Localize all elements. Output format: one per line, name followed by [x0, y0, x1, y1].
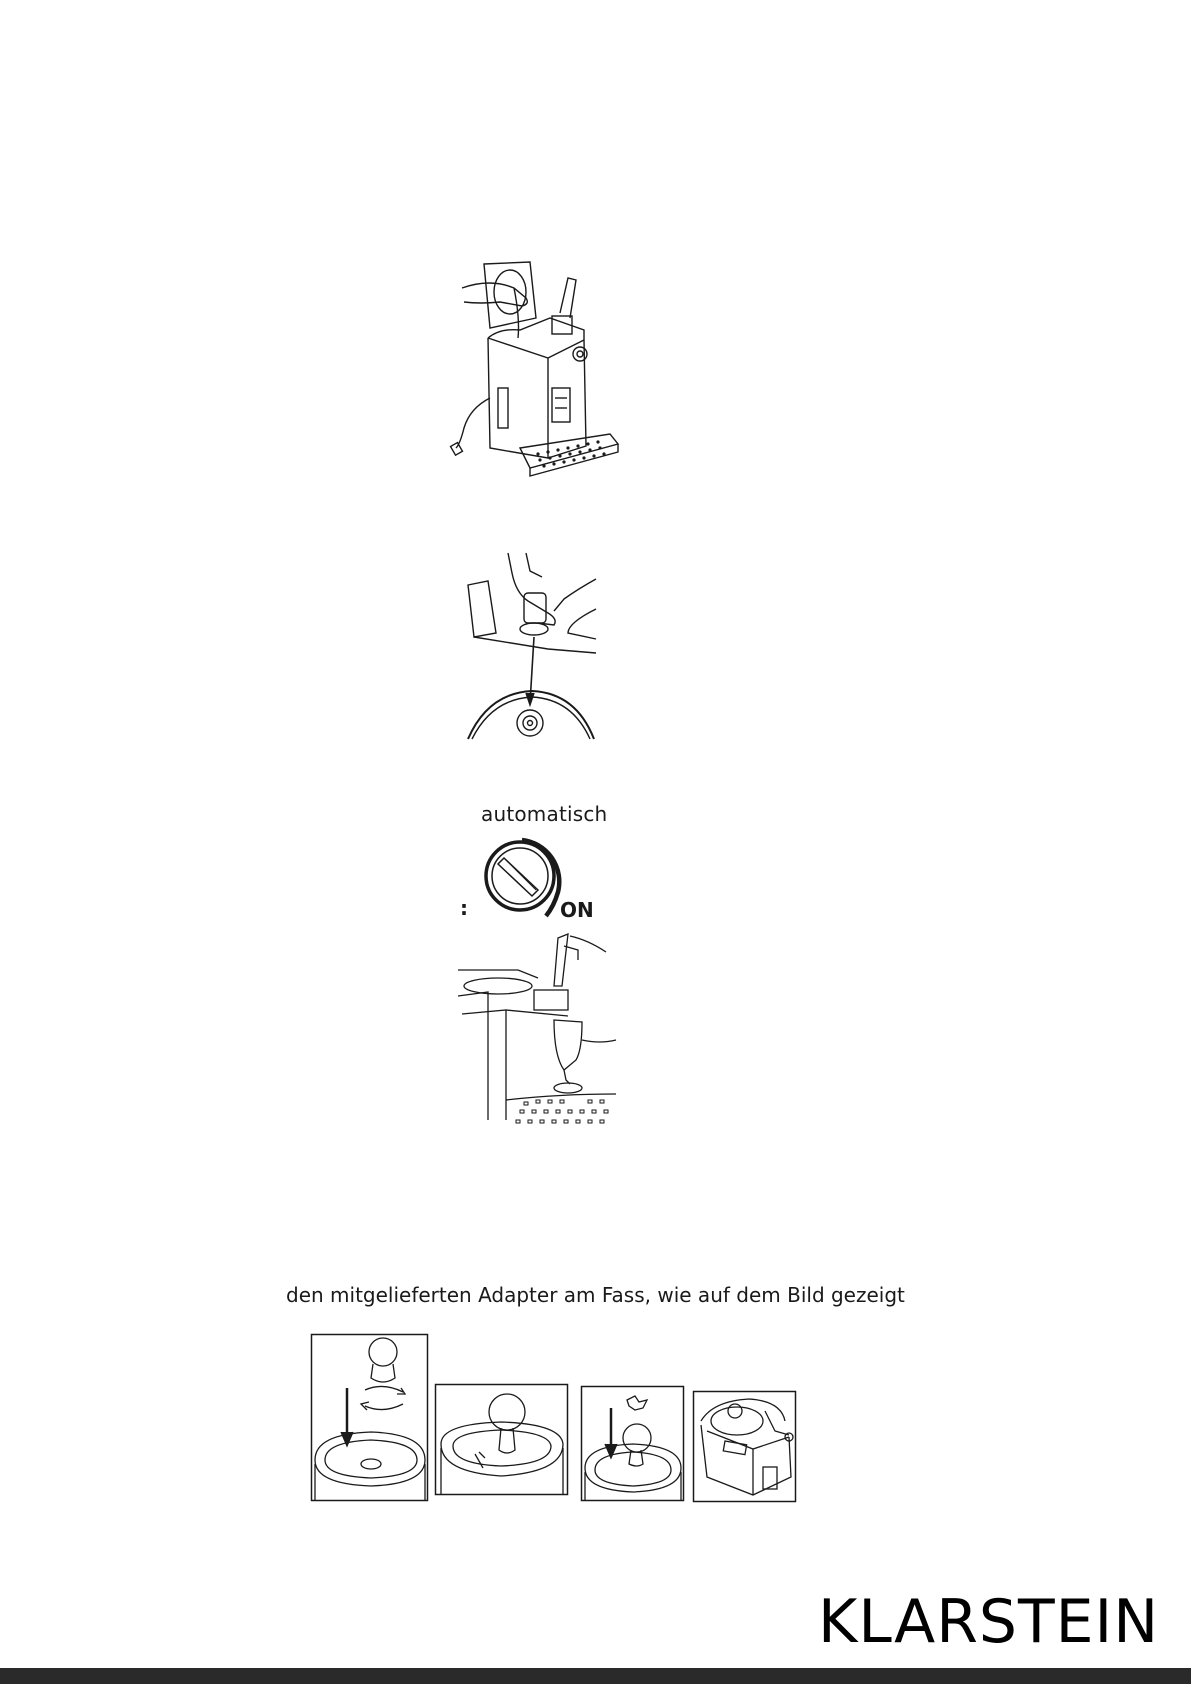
knob-caption	[481, 800, 608, 828]
knob-off-mark: :	[460, 896, 468, 920]
footer-bar	[0, 1668, 1191, 1684]
knob-on-label: ON	[560, 898, 594, 922]
figure-dispenser-open-lid	[460, 258, 620, 483]
adapter-step-4	[693, 1391, 797, 1503]
adapter-step-3	[581, 1386, 685, 1502]
brand-logo: KLARSTEIN	[818, 1587, 1160, 1657]
knob-caption-text: automatisch	[481, 802, 608, 826]
figure-power-knob	[460, 832, 600, 924]
adapter-caption	[286, 1280, 905, 1310]
figure-keg-insert-arrow	[468, 553, 596, 743]
adapter-step-1	[311, 1334, 429, 1502]
adapter-step-2	[435, 1384, 569, 1496]
adapter-caption-text: den mitgelieferten Adapter am Fass, wie auf dem Bild gezeigt	[286, 1283, 905, 1307]
figure-dispensing-glass	[458, 930, 616, 1130]
